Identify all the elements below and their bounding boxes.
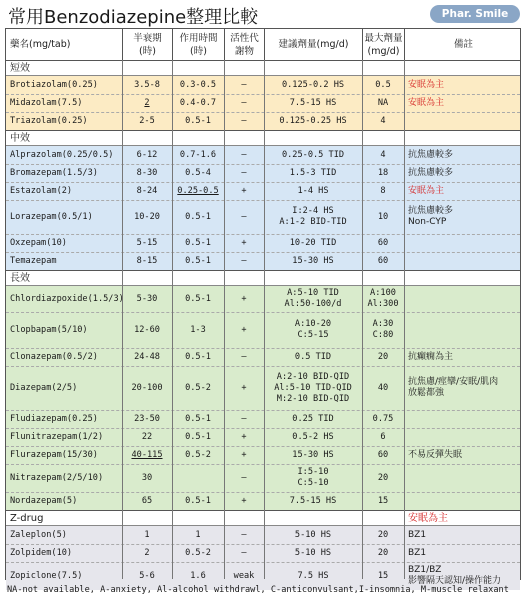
cell-max: 10 (377, 211, 389, 222)
cell-dose: A:10-20 C:5-15 (294, 319, 332, 340)
cell-dose: 1-4 HS (297, 185, 329, 196)
cell-name: Flurazepam(15/30) (10, 449, 98, 460)
cell-dose: I:5-10 C:5-10 (297, 467, 329, 488)
cell-name: Clonazepam(0.5/2) (10, 351, 98, 362)
cell-max: 20 (377, 351, 389, 362)
cell-dose: 0.25 TID (292, 413, 334, 424)
table-row (6, 252, 520, 270)
cell-note: BZ1 (408, 547, 427, 558)
column-divider (172, 60, 173, 579)
cell-half: 8-24 (136, 185, 158, 196)
table-row (6, 164, 520, 182)
cell-met: – (241, 472, 247, 483)
benzodiazepine-table (5, 28, 521, 586)
table-row (6, 366, 520, 410)
cell-note (404, 428, 522, 446)
header-recommended-dose: 建議劑量(mg/d) (264, 29, 362, 60)
section-header-1 (6, 130, 520, 146)
cell-note: 安眠為主 (408, 185, 445, 196)
cell-max: 15 (377, 570, 389, 581)
table-row (6, 286, 520, 312)
header-remarks: 備註 (404, 29, 522, 60)
cell-note: 抗焦慮較多 (408, 167, 454, 178)
cell-met: – (241, 547, 247, 558)
cell-met: + (241, 382, 247, 393)
row-divider (6, 112, 520, 113)
cell-half: 30 (141, 472, 153, 483)
cell-note (404, 252, 522, 270)
cell-met: – (241, 351, 247, 362)
cell-dose: 0.5-2 HS (292, 431, 334, 442)
brand-badge (430, 5, 520, 23)
cell-note: 安眠為主 (408, 79, 445, 90)
table-row (6, 446, 520, 464)
section-label: 中效 (10, 133, 30, 144)
cell-note: 抗癲癇為主 (408, 351, 454, 362)
cell-dose: 7.5-15 HS (289, 495, 337, 506)
cell-dur: 1.6 (190, 570, 206, 581)
cell-half: 5-6 (139, 570, 155, 581)
cell-half: 12-60 (134, 324, 160, 335)
section-note: 安眠為主 (408, 513, 448, 524)
cell-name: Diazepam(2/5) (10, 382, 78, 393)
cell-name: Lorazepam(0.5/1) (10, 211, 93, 222)
cell-name: Estazolam(2) (10, 185, 73, 196)
cell-dur: 0.25-0.5 (177, 185, 219, 196)
cell-max: 0.5 (375, 79, 391, 90)
cell-name: Midazolam(7.5) (10, 97, 83, 108)
row-divider (6, 464, 520, 465)
cell-dur: 0.5-1 (185, 237, 211, 248)
cell-max: 60 (377, 255, 389, 266)
section-label: 長效 (10, 273, 30, 284)
cell-half: 8-15 (136, 255, 158, 266)
cell-name: Temazepam (10, 255, 57, 266)
cell-dose: 0.25-0.5 TID (281, 149, 345, 160)
section-header-3 (6, 510, 520, 526)
cell-dur: 1 (195, 529, 201, 540)
cell-max: A:100 Al:300 (367, 288, 399, 309)
page-title: 常用Benzodiazepine整理比較 (8, 7, 259, 28)
header-drug-name: 藥名(mg/tab) (10, 39, 71, 50)
row-divider (6, 428, 520, 429)
cell-max: 60 (377, 449, 389, 460)
cell-met: + (241, 293, 247, 304)
cell-note (404, 312, 522, 348)
row-divider (6, 164, 520, 165)
cell-half: 8-30 (136, 167, 158, 178)
table-row (6, 312, 520, 348)
cell-note (404, 492, 522, 510)
group-1 (6, 146, 520, 270)
cell-name: Nordazepam(5) (10, 495, 78, 506)
column-divider (122, 60, 123, 579)
cell-max: NA (377, 97, 389, 108)
cell-max: 6 (380, 431, 386, 442)
cell-name: Bromazepam(1.5/3) (10, 167, 98, 178)
cell-dur: 0.5-2 (185, 382, 211, 393)
cell-note: 抗焦慮/痙攣/安眠/肌肉 放鬆都強 (408, 377, 499, 398)
cell-dur: 0.5-1 (185, 351, 211, 362)
row-divider (6, 366, 520, 367)
cell-met: – (241, 255, 247, 266)
cell-half: 22 (141, 431, 153, 442)
column-divider (264, 60, 265, 579)
cell-dose: 15-30 HS (292, 449, 334, 460)
cell-dur: 0.5-1 (185, 431, 211, 442)
cell-dur (172, 464, 224, 492)
cell-note (404, 464, 522, 492)
cell-half: 24-48 (134, 351, 160, 362)
row-divider (6, 446, 520, 447)
cell-note: 不易反彈失眠 (408, 449, 463, 460)
row-divider (6, 544, 520, 545)
table-row (6, 112, 520, 130)
group-3 (6, 526, 520, 590)
section-header-2 (6, 270, 520, 286)
column-divider (362, 60, 363, 579)
cell-max: 20 (377, 472, 389, 483)
header-max-dose: 最大劑量 (mg/d) (362, 29, 404, 60)
table-row (6, 410, 520, 428)
cell-half: 20-100 (131, 382, 163, 393)
cell-met: – (241, 79, 247, 90)
cell-max: A:30 C:80 (372, 319, 394, 340)
cell-half: 2 (144, 97, 150, 108)
cell-met: + (241, 237, 247, 248)
cell-note (404, 234, 522, 252)
cell-half: 1 (144, 529, 150, 540)
cell-met: + (241, 431, 247, 442)
cell-max: 18 (377, 167, 389, 178)
cell-name: Zopiclone(7.5) (10, 570, 83, 581)
cell-dose: A:5-10 TID Al:50-100/d (284, 288, 342, 309)
table-row (6, 544, 520, 562)
cell-half: 2 (144, 547, 150, 558)
table-row (6, 234, 520, 252)
table-row (6, 464, 520, 492)
cell-met: – (241, 211, 247, 222)
cell-half: 40-115 (131, 449, 163, 460)
cell-note (404, 286, 522, 312)
cell-dose: 5-10 HS (294, 547, 332, 558)
row-divider (6, 312, 520, 313)
cell-dur: 0.5-1 (185, 413, 211, 424)
cell-dur: 0.5-2 (185, 449, 211, 460)
section-label: 短效 (10, 63, 30, 74)
cell-name: Zaleplon(5) (10, 529, 67, 540)
cell-name: Fludiazepam(0.25) (10, 413, 98, 424)
cell-max: 4 (380, 149, 386, 160)
cell-dose: 0.125-0.2 HS (281, 79, 345, 90)
column-divider (404, 60, 405, 579)
cell-half: 10-20 (134, 211, 160, 222)
table-row (6, 492, 520, 510)
cell-met: weak (233, 570, 255, 581)
cell-name: Clopbapam(5/10) (10, 324, 88, 335)
group-2 (6, 286, 520, 510)
cell-name: Nitrazepam(2/5/10) (10, 472, 104, 483)
cell-half: 6-12 (136, 149, 158, 160)
cell-dose: 7.5 HS (297, 570, 329, 581)
cell-dose: 0.5 TID (294, 351, 332, 362)
cell-dur: 0.5-1 (185, 211, 211, 222)
cell-dur: 0.4-0.7 (179, 97, 217, 108)
cell-dose: 15-30 HS (292, 255, 334, 266)
cell-dose: 5-10 HS (294, 529, 332, 540)
cell-note: 安眠為主 (408, 97, 445, 108)
cell-half: 65 (141, 495, 153, 506)
header-half-life: 半衰期 (時) (122, 29, 172, 60)
cell-dur: 0.5-4 (185, 167, 211, 178)
cell-dur: 0.5-1 (185, 293, 211, 304)
cell-note (404, 112, 522, 130)
cell-met: – (241, 115, 247, 126)
row-divider (6, 492, 520, 493)
cell-met: – (241, 97, 247, 108)
cell-met: – (241, 529, 247, 540)
cell-note: BZ1/BZ 影響隔天認知/操作能力 (408, 565, 502, 586)
cell-half: 2-5 (139, 115, 155, 126)
cell-dur: 1-3 (190, 324, 206, 335)
table-row (6, 182, 520, 200)
cell-dur: 0.7-1.6 (179, 149, 217, 160)
cell-dur: 0.5-1 (185, 115, 211, 126)
cell-max: 20 (377, 547, 389, 558)
cell-met: + (241, 495, 247, 506)
cell-max: 4 (380, 115, 386, 126)
table-row (6, 526, 520, 544)
cell-max: 60 (377, 237, 389, 248)
cell-half: 5-15 (136, 237, 158, 248)
header-active-metabolite: 活性代 謝物 (224, 29, 264, 60)
table-row (6, 348, 520, 366)
table-header (6, 29, 520, 61)
cell-note (404, 410, 522, 428)
group-0 (6, 76, 520, 130)
cell-dur: 0.5-1 (185, 495, 211, 506)
cell-name: Triazolam(0.25) (10, 115, 88, 126)
cell-name: Flunitrazepam(1/2) (10, 431, 104, 442)
cell-max: 15 (377, 495, 389, 506)
cell-note: BZ1 (408, 529, 427, 540)
header-duration: 作用時間 (時) (172, 29, 224, 60)
cell-met: + (241, 324, 247, 335)
cell-dose: A:2-10 BID-QID Al:5-10 TID-QID M:2-10 BID-QID (274, 371, 352, 404)
cell-name: Oxzepam(10) (10, 237, 67, 248)
cell-max: 8 (380, 185, 386, 196)
cell-name: Zolpidem(10) (10, 547, 73, 558)
cell-dose: 0.125-0.25 HS (279, 115, 347, 126)
cell-met: – (241, 149, 247, 160)
cell-half: 3.5-8 (134, 79, 160, 90)
cell-dur: 0.5-2 (185, 547, 211, 558)
title-row (0, 0, 526, 28)
row-divider (6, 562, 520, 563)
row-divider (6, 234, 520, 235)
table-row (6, 200, 520, 234)
cell-met: – (241, 413, 247, 424)
cell-max: 0.75 (372, 413, 394, 424)
row-divider (6, 410, 520, 411)
cell-dose: 1.5-3 TID (289, 167, 337, 178)
column-divider (224, 60, 225, 579)
table-row (6, 94, 520, 112)
footer-legend: NA-not available, A-anxiety, Al-alcohol withdrawl, C-anticonvulsant,I-insomnia, M-muscle relaxant (7, 585, 509, 595)
table-row (6, 428, 520, 446)
cell-name: Alprazolam(0.25/0.5) (10, 149, 114, 160)
cell-name: Brotiazolam(0.25) (10, 79, 98, 90)
cell-dose: I:2-4 HS A:1-2 BID-TID (279, 206, 347, 227)
cell-name: Chlordiazpoxide(1.5/3) (10, 293, 124, 304)
cell-half: 5-30 (136, 293, 158, 304)
row-divider (6, 94, 520, 95)
row-divider (6, 182, 520, 183)
cell-dur: 0.3-0.5 (179, 79, 217, 90)
table-row (6, 76, 520, 94)
cell-max: 20 (377, 529, 389, 540)
cell-note: 抗焦慮較多 (408, 149, 454, 160)
cell-met: – (241, 167, 247, 178)
cell-half: 23-50 (134, 413, 160, 424)
cell-max: 40 (377, 382, 389, 393)
section-header-0 (6, 60, 520, 76)
row-divider (6, 348, 520, 349)
cell-dose: 7.5-15 HS (289, 97, 337, 108)
cell-dose: 10-20 TID (289, 237, 337, 248)
row-divider (6, 200, 520, 201)
table-row (6, 146, 520, 164)
cell-dur: 0.5-1 (185, 255, 211, 266)
brand-badge-label: Phar. Smile (441, 8, 509, 20)
cell-met: + (241, 185, 247, 196)
cell-note: 抗焦慮較多 Non-CYP (408, 206, 454, 227)
section-label: Z-drug (10, 513, 44, 524)
row-divider (6, 252, 520, 253)
cell-met: + (241, 449, 247, 460)
